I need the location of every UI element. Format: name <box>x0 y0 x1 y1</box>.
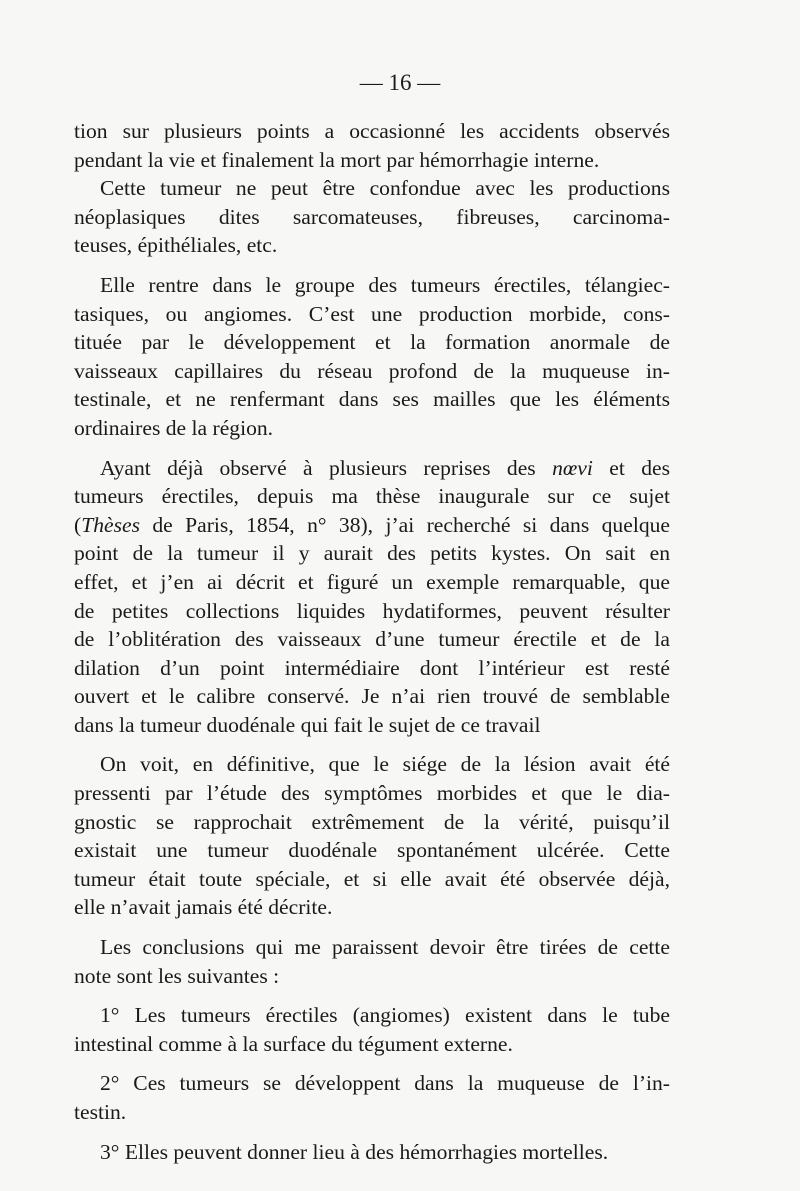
paragraph <box>74 454 670 740</box>
paragraph <box>74 750 670 922</box>
text-line: ordinaires de la région. <box>74 415 274 440</box>
text-line: Les conclusions qui me paraissent devoir être tirées de cette <box>100 935 670 960</box>
text-line: existait une tumeur duodénale spontanément ulcérée. Cette <box>74 838 670 863</box>
paragraph <box>74 117 670 174</box>
text-line: dans la tumeur duodénale qui fait le sujet de ce travail <box>74 712 541 737</box>
text-line: 3° Elles peuvent donner lieu à des hémorrhagies mortelles. <box>100 1139 609 1164</box>
text-line: pendant la vie et finalement la mort par hémorrhagie interne. <box>74 147 600 172</box>
text-line: teuses, épithéliales, etc. <box>74 233 278 258</box>
text-line: intestinal comme à la surface du tégument externe. <box>74 1031 513 1056</box>
text-line: 2° Ces tumeurs se développent dans la muqueuse de l’in- <box>100 1071 670 1096</box>
text-line: tumeur était toute spéciale, et si elle avait été observée déjà, <box>74 866 670 891</box>
text-line: néoplasiques dites sarcomateuses, fibreuses, carcinoma- <box>74 204 670 229</box>
text-line: note sont les suivantes : <box>74 963 280 988</box>
text-line: tasiques, ou angiomes. C’est une production morbide, cons- <box>74 301 670 326</box>
conclusion-item <box>74 1001 670 1058</box>
text-line: tumeurs érectiles, depuis ma thèse inaugurale sur ce sujet <box>74 484 670 509</box>
text-line: (Thèses de Paris, 1854, n° 38), j’ai recherché si dans quelque <box>74 512 670 537</box>
text-line: de l’oblitération des vaisseaux d’une tumeur érectile et de la <box>74 627 670 652</box>
text-line: testin. <box>74 1100 127 1124</box>
page-number: — 16 — <box>359 70 441 95</box>
text-line: Ayant déjà observé à plusieurs reprises des nœvi et des <box>100 455 670 480</box>
text-line: tituée par le développement et la formation anormale de <box>74 330 670 355</box>
text-line: pressenti par l’étude des symptômes morbides et que le dia- <box>74 781 670 806</box>
text-line: gnostic se rapprochait extrêmement de la vérité, puisqu’il <box>74 809 670 834</box>
text-line: tion sur plusieurs points a occasionné les accidents observés <box>74 119 670 143</box>
body-text <box>74 117 670 1166</box>
text-line: point de la tumeur il y aurait des petits kystes. On sait en <box>74 541 670 566</box>
text-line: vaisseaux capillaires du réseau profond de la muqueuse in- <box>74 358 670 383</box>
text-line: effet, et j’en ai décrit et figuré un exemple remarquable, que <box>74 569 670 594</box>
conclusion-item <box>74 1138 670 1167</box>
text-line: ouvert et le calibre conservé. Je n’ai rien trouvé de semblable <box>74 684 670 709</box>
text-line: 1° Les tumeurs érectiles (angiomes) existent dans le tube <box>100 1003 670 1028</box>
paragraph <box>74 174 670 260</box>
text-line: Cette tumeur ne peut être confondue avec les productions <box>100 176 670 201</box>
paragraph <box>74 271 670 443</box>
text-line: testinale, et ne renfermant dans ses mailles que les éléments <box>74 387 670 412</box>
text-line: elle n’avait jamais été décrite. <box>74 895 333 920</box>
text-line: Elle rentre dans le groupe des tumeurs érectiles, télangiec- <box>100 272 670 297</box>
text-line: de petites collections liquides hydatiformes, peuvent résulter <box>74 598 670 623</box>
text-line: On voit, en définitive, que le siége de la lésion avait été <box>100 752 670 777</box>
conclusion-item <box>74 1069 670 1126</box>
text-line: dilation d’un point intermédiaire dont l’intérieur est resté <box>74 655 670 680</box>
paragraph <box>74 933 670 990</box>
